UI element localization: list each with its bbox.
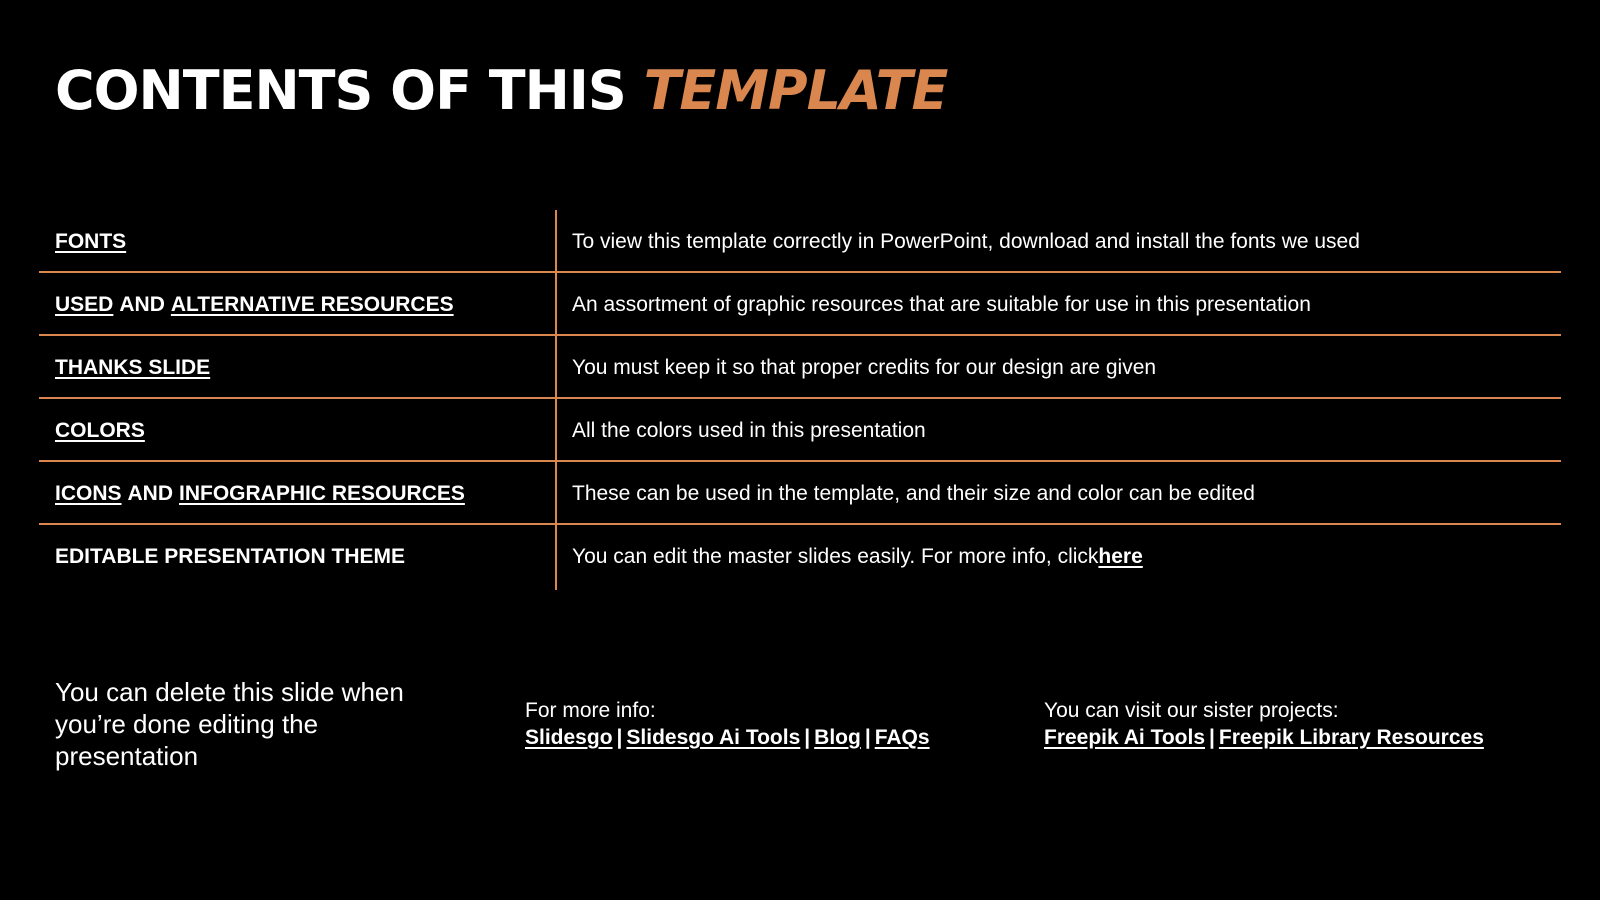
- row-description-text: You can edit the master slides easily. For more info, click: [572, 544, 1099, 568]
- colors-link[interactable]: COLORS: [55, 418, 145, 442]
- table-row: [39, 273, 1561, 336]
- row-title: [55, 462, 465, 525]
- table-row: [39, 399, 1561, 462]
- row-title: [55, 273, 454, 336]
- row-description: All the colors used in this presentation: [572, 418, 926, 442]
- editable-theme-label: EDITABLE PRESENTATION THEME: [55, 544, 406, 568]
- delete-slide-note: You can delete this slide when you’re done editing the presentation: [55, 677, 404, 771]
- row-title: [55, 399, 145, 462]
- contents-table: [39, 210, 1561, 590]
- link-separator: |: [1209, 726, 1215, 749]
- fonts-link[interactable]: FONTS: [55, 229, 127, 253]
- table-row: [39, 525, 1561, 588]
- infographic-resources-link[interactable]: INFOGRAPHIC RESOURCES: [179, 481, 465, 505]
- row-description: [572, 525, 1143, 588]
- faqs-link[interactable]: FAQs: [874, 726, 930, 749]
- sister-projects-links: [1044, 724, 1484, 751]
- table-row: [39, 210, 1561, 273]
- more-info-links: [525, 724, 930, 751]
- more-info-label: For more info:: [525, 699, 656, 722]
- used-resources-link[interactable]: USED: [55, 292, 114, 316]
- more-info-block: [525, 697, 930, 751]
- title-accent: TEMPLATE: [643, 59, 948, 122]
- sister-projects-block: [1044, 697, 1484, 751]
- link-separator: |: [804, 726, 811, 749]
- row-title-joiner: AND: [127, 481, 174, 505]
- link-separator: |: [864, 726, 871, 749]
- page-title: [55, 56, 947, 126]
- sister-projects-label: You can visit our sister projects:: [1044, 699, 1339, 722]
- freepik-ai-tools-link[interactable]: Freepik Ai Tools: [1044, 726, 1206, 749]
- title-main: CONTENTS OF THIS: [55, 59, 644, 122]
- row-title: [55, 336, 210, 399]
- row-description: To view this template correctly in PowerPoint, download and install the fonts we used: [572, 229, 1360, 253]
- thanks-slide-link[interactable]: THANKS SLIDE: [55, 355, 211, 379]
- row-description: These can be used in the template, and their size and color can be edited: [572, 481, 1255, 505]
- row-description: An assortment of graphic resources that are suitable for use in this presentation: [572, 292, 1311, 316]
- link-separator: |: [616, 726, 623, 749]
- freepik-library-resources-link[interactable]: Freepik Library Resources: [1218, 726, 1484, 749]
- table-row: [39, 462, 1561, 525]
- row-title: [55, 525, 405, 588]
- icons-link[interactable]: ICONS: [55, 481, 122, 505]
- slidesgo-link[interactable]: Slidesgo: [525, 726, 613, 749]
- slidesgo-ai-tools-link[interactable]: Slidesgo Ai Tools: [626, 726, 801, 749]
- row-title: [55, 210, 126, 273]
- row-description: You must keep it so that proper credits for our design are given: [572, 355, 1157, 379]
- table-row: [39, 336, 1561, 399]
- row-title-joiner: AND: [119, 292, 165, 316]
- alternative-resources-link[interactable]: ALTERNATIVE RESOURCES: [170, 292, 454, 316]
- blog-link[interactable]: Blog: [814, 726, 861, 749]
- here-link[interactable]: here: [1098, 544, 1143, 568]
